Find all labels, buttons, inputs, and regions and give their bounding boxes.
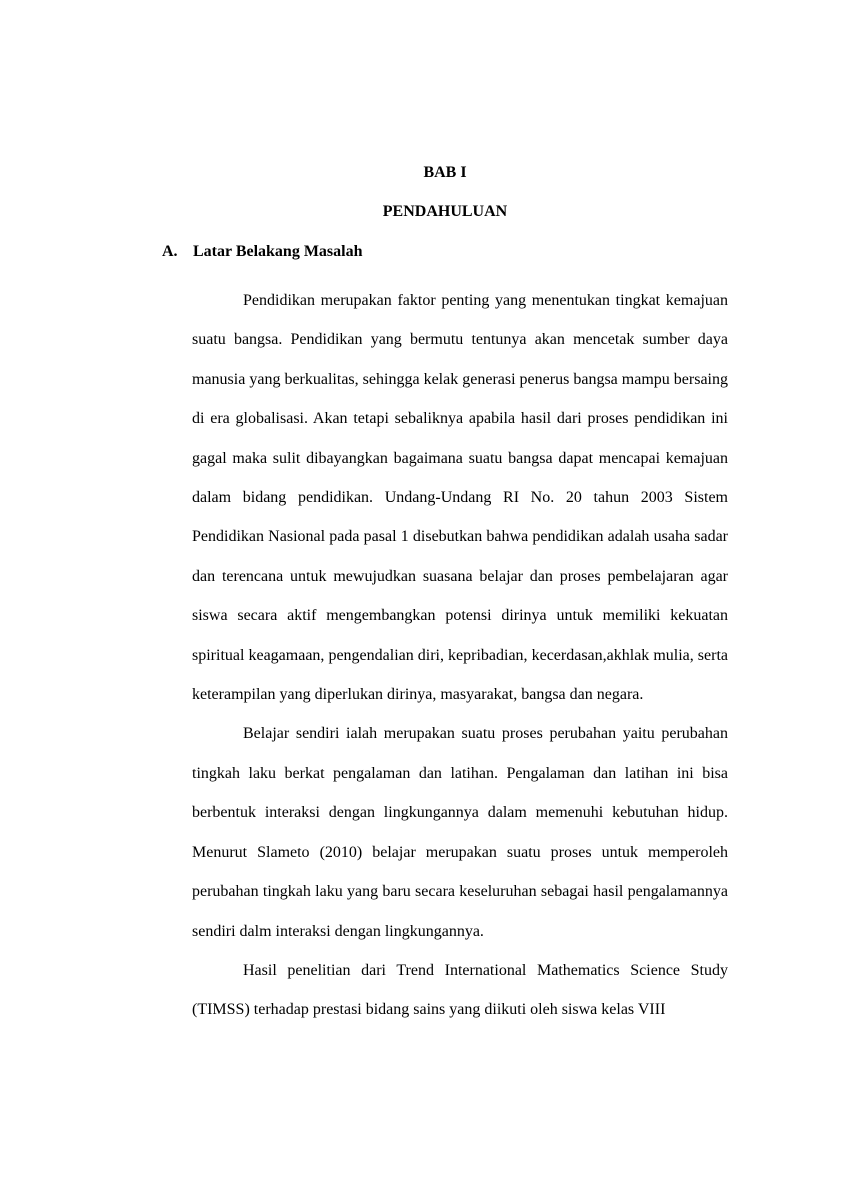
chapter-number: BAB I [423, 164, 467, 181]
paragraph-3: Hasil penelitian dari Trend International Mathematics Science Study (TIMSS) terhadap prestasi bidang sains yang diikuti oleh siswa kelas VIII [192, 961, 728, 1019]
section-marker: A. [162, 243, 178, 260]
section-title: Latar Belakang Masalah [193, 243, 363, 260]
paragraph-1: Pendidikan merupakan faktor penting yang menentukan tingkat kemajuan suatu bangsa. Pendidikan yang bermutu tentunya akan mencetak sumber daya manusia yang berkualitas, sehingga kelak generasi penerus bangsa mampu bersaing di era globalisasi. Akan tetapi sebaliknya apabila hasil dari proses pendidikan ini gagal maka sulit dibayangkan bagaimana suatu bangsa dapat mencapai kemajuan dalam bidang pendidikan. Undang-Undang RI No. 20 tahun 2003 Sistem Pendidikan Nasional pada pasal 1 disebutkan bahwa pendidikan adalah usaha sadar dan terencana untuk mewujudkan suasana belajar dan proses pembelajaran agar siswa secara aktif mengembangkan potensi dirinya untuk memiliki kekuatan spiritual keagamaan, pengendalian diri, kepribadian, kecerdasan,akhlak mulia, serta keterampilan yang diperlukan dirinya, masyarakat, bangsa dan negara. [192, 292, 728, 704]
paragraph-2: Belajar sendiri ialah merupakan suatu proses perubahan yaitu perubahan tingkah laku berkat pengalaman dan latihan. Pengalaman dan latihan ini bisa berbentuk interaksi dengan lingkungannya dalam memenuhi kebutuhan hidup. Menurut Slameto (2010) belajar merupakan suatu proses untuk memperoleh perubahan tingkah laku yang baru secara keseluruhan sebagai hasil pengalamannya sendiri dalm interaksi dengan lingkungannya. [192, 725, 728, 940]
chapter-title: PENDAHULUAN [382, 203, 508, 220]
section-heading [162, 242, 363, 262]
body-text [192, 281, 728, 1030]
